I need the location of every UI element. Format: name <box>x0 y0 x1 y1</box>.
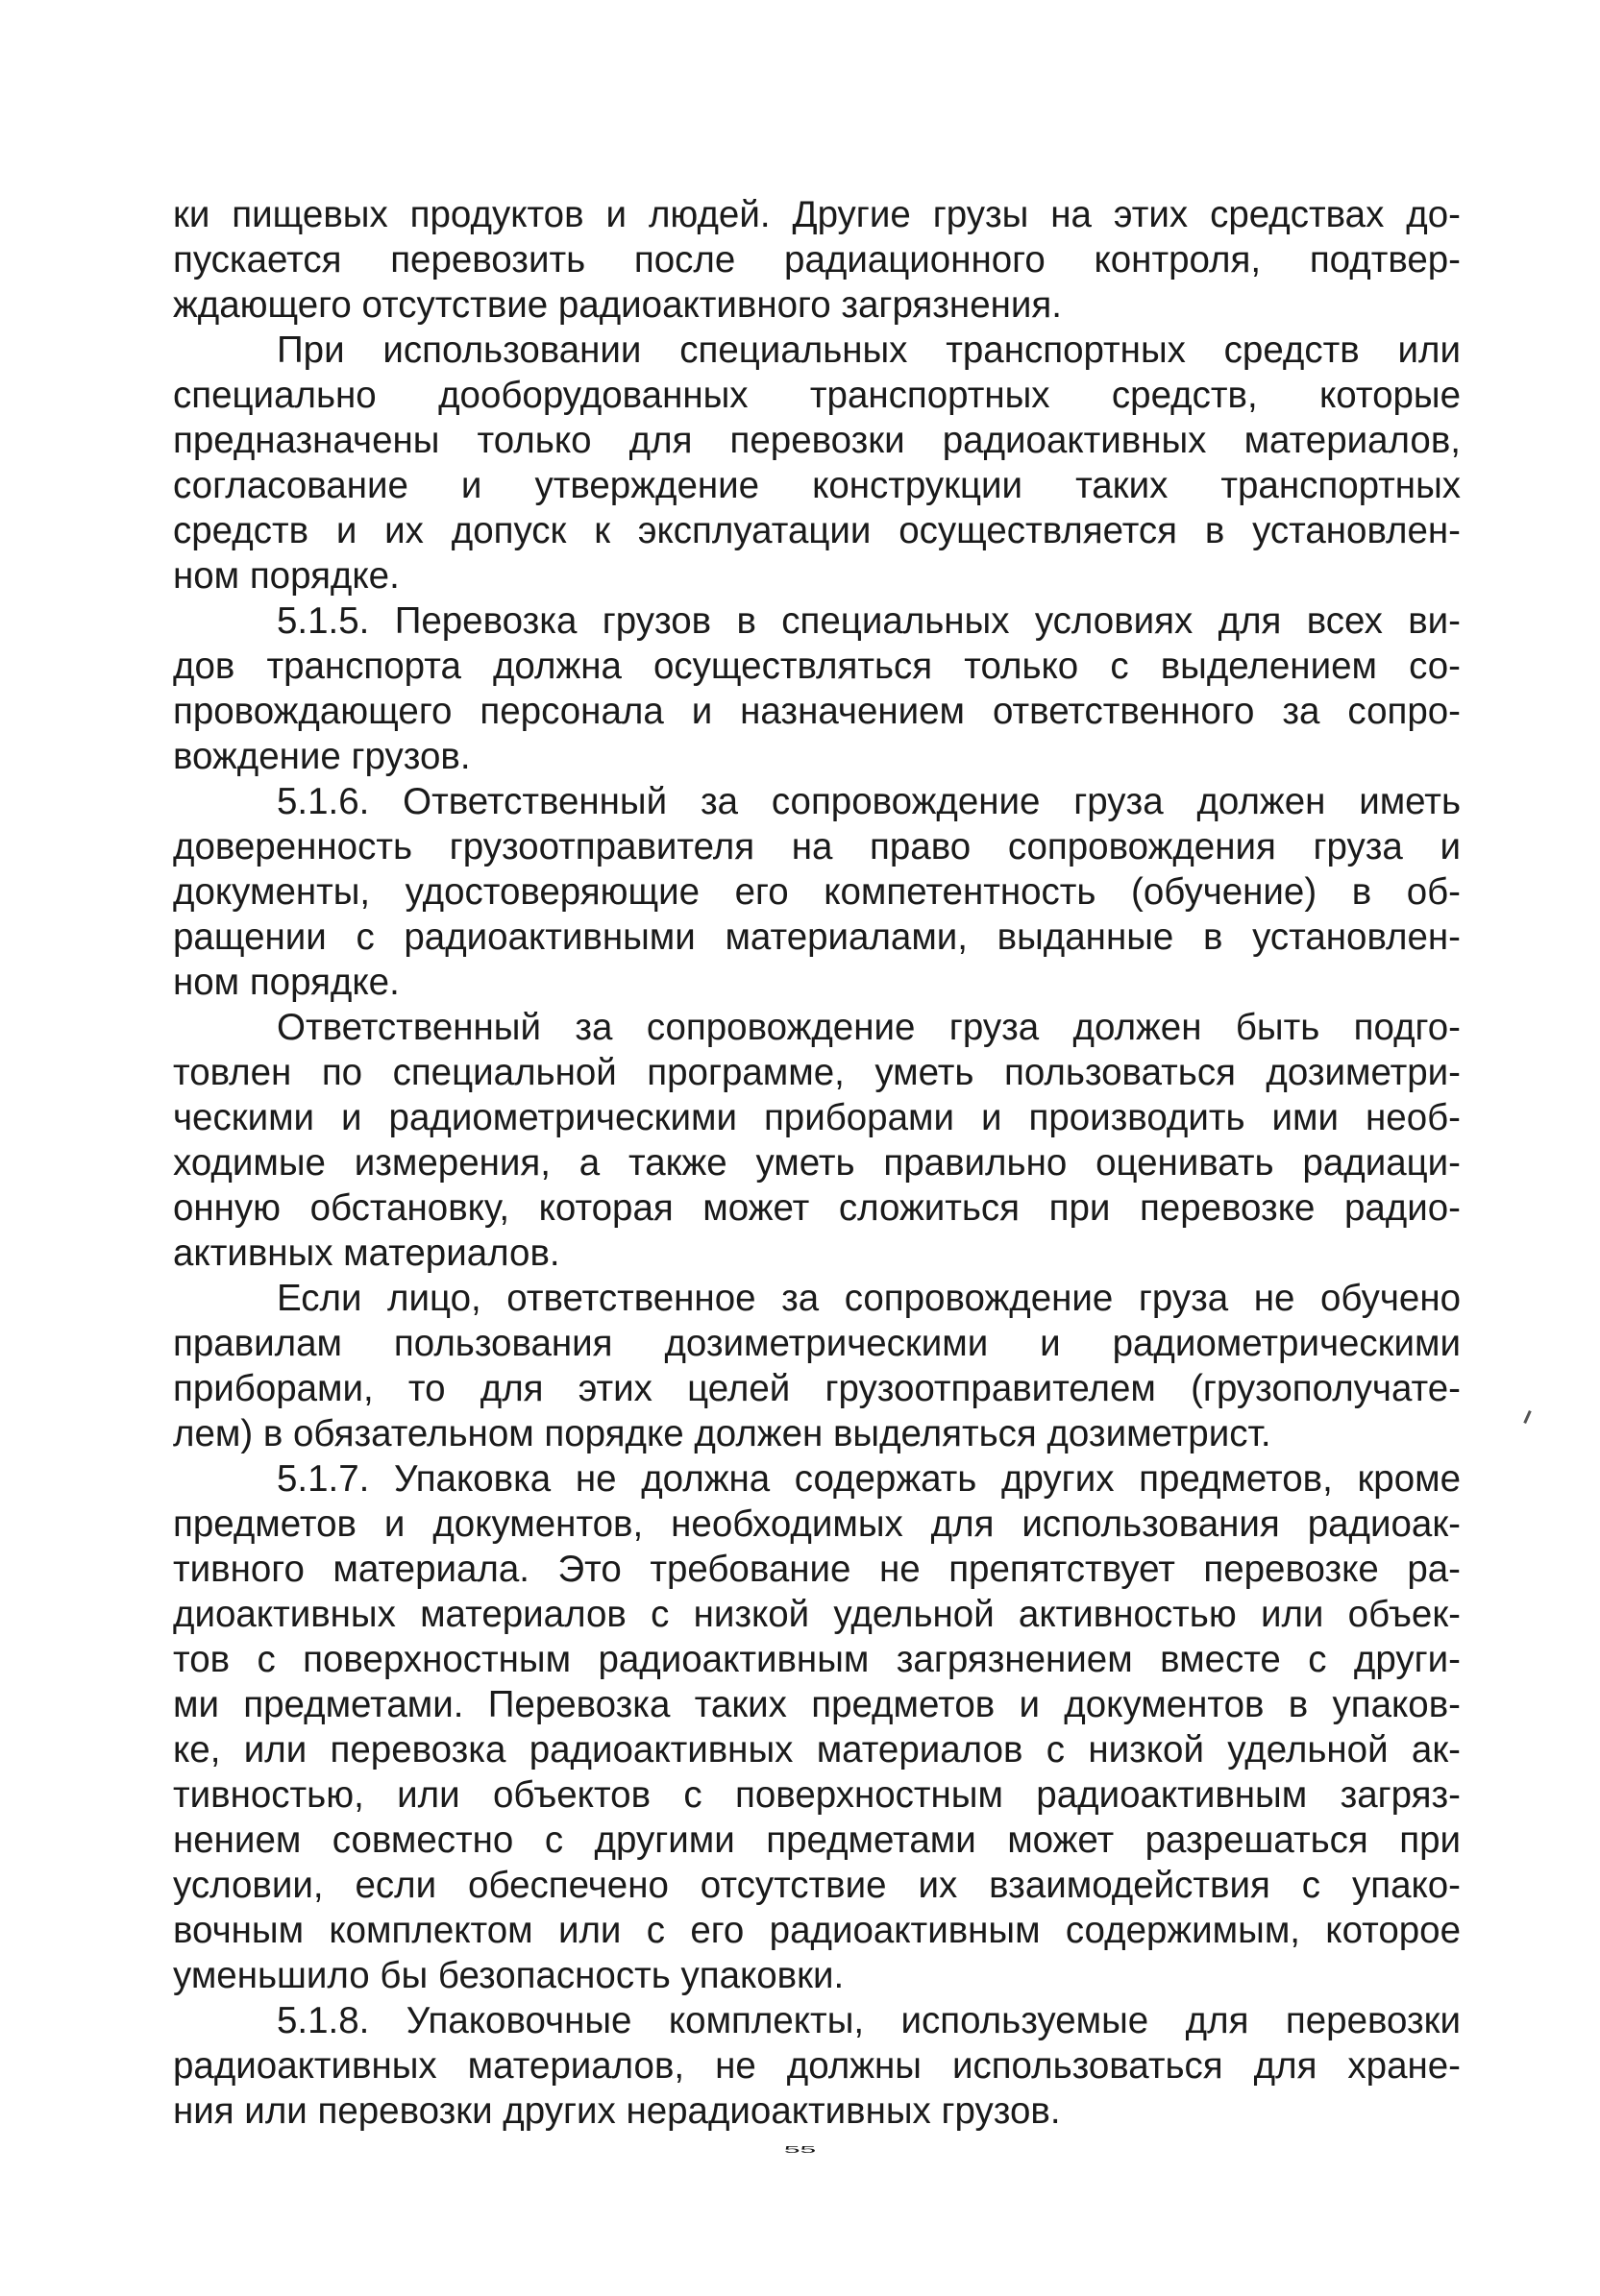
text-line: диоактивных материалов с низкой удельной активностью или объек- <box>173 1594 1461 1635</box>
text-line: товлен по специальной программе, уметь пользоваться дозиметри- <box>173 1052 1461 1093</box>
paragraph <box>173 1456 1461 1998</box>
text-line: лем) в обязательном порядке должен выделяться дозиметрист. <box>173 1413 1271 1454</box>
text-line: При использовании специальных транспортных средств или <box>277 330 1461 371</box>
text-line: предметов и документов, необходимых для использования радиоак- <box>173 1503 1461 1545</box>
text-line: специально дооборудованных транспортных средств, которые <box>173 375 1461 416</box>
text-line: 5.1.6. Ответственный за сопровождение груза должен иметь <box>277 781 1461 822</box>
text-line: согласование и утверждение конструкции таких транспортных <box>173 465 1461 506</box>
paragraph <box>173 1998 1461 2134</box>
text-line: 5.1.7. Упаковка не должна содержать других предметов, кроме <box>277 1458 1461 1500</box>
text-line: предназначены только для перевозки радиоактивных материалов, <box>173 420 1461 461</box>
scan-artifact-mark <box>1523 1410 1531 1424</box>
text-line: 5.1.5. Перевозка грузов в специальных условиях для всех ви- <box>277 600 1461 642</box>
text-line: нением совместно с другими предметами может разрешаться при <box>173 1820 1461 1861</box>
text-line: тивного материала. Это требование не препятствует перевозке ра- <box>173 1549 1461 1590</box>
paragraph <box>173 779 1461 1005</box>
text-line: ждающего отсутствие радиоактивного загрязнения. <box>173 284 1062 326</box>
text-line: ном порядке. <box>173 555 400 597</box>
text-line: вождение грузов. <box>173 736 471 777</box>
text-line: тов с поверхностным радиоактивным загрязнением вместе с други- <box>173 1639 1461 1680</box>
text-line: радиоактивных материалов, не должны использоваться для хране- <box>173 2045 1461 2087</box>
text-line: ми предметами. Перевозка таких предметов и документов в упаков- <box>173 1684 1461 1725</box>
paragraph <box>173 328 1461 598</box>
text-line: уменьшило бы безопасность упаковки. <box>173 1955 845 1996</box>
text-line: условии, если обеспечено отсутствие их взаимодействия с упако- <box>173 1865 1461 1906</box>
text-line: ки пищевых продуктов и людей. Другие грузы на этих средствах до- <box>173 194 1461 235</box>
text-line: активных материалов. <box>173 1233 560 1274</box>
text-line: доверенность грузоотправителя на право сопровождения груза и <box>173 826 1461 867</box>
paragraph <box>173 598 1461 779</box>
body-text <box>173 192 1461 2134</box>
text-line: Если лицо, ответственное за сопровождение груза не обучено <box>277 1278 1461 1319</box>
text-line: документы, удостоверяющие его компетентность (обучение) в об- <box>173 871 1461 913</box>
page-number: 55 <box>783 2144 817 2156</box>
paragraph <box>173 192 1461 328</box>
text-line: онную обстановку, которая может сложиться при перевозке радио- <box>173 1187 1461 1229</box>
text-line: тивностью, или объектов с поверхностным радиоактивным загряз- <box>173 1774 1461 1816</box>
text-line: приборами, то для этих целей грузоотправителем (грузополучате- <box>173 1368 1461 1409</box>
text-line: ке, или перевозка радиоактивных материалов с низкой удельной ак- <box>173 1729 1461 1771</box>
text-line: Ответственный за сопровождение груза должен быть подго- <box>277 1007 1461 1048</box>
text-line: средств и их допуск к эксплуатации осуществляется в установлен- <box>173 510 1461 551</box>
text-line: ния или перевозки других нерадиоактивных грузов. <box>173 2090 1061 2132</box>
text-line: ходимые измерения, а также уметь правильно оценивать радиаци- <box>173 1142 1461 1184</box>
text-line: ческими и радиометрическими приборами и производить ими необ- <box>173 1097 1461 1138</box>
text-line: ном порядке. <box>173 962 400 1003</box>
text-line: правилам пользования дозиметрическими и радиометрическими <box>173 1323 1461 1364</box>
text-line: 5.1.8. Упаковочные комплекты, используемые для перевозки <box>277 2000 1461 2041</box>
paragraph <box>173 1005 1461 1276</box>
text-line: дов транспорта должна осуществляться только с выделением со- <box>173 646 1461 687</box>
text-line: вочным комплектом или с его радиоактивным содержимым, которое <box>173 1910 1461 1951</box>
paragraph <box>173 1276 1461 1456</box>
text-line: провождающего персонала и назначением ответственного за сопро- <box>173 691 1461 732</box>
text-line: пускается перевозить после радиационного контроля, подтвер- <box>173 239 1461 281</box>
text-line: ращении с радиоактивными материалами, выданные в установлен- <box>173 916 1461 958</box>
